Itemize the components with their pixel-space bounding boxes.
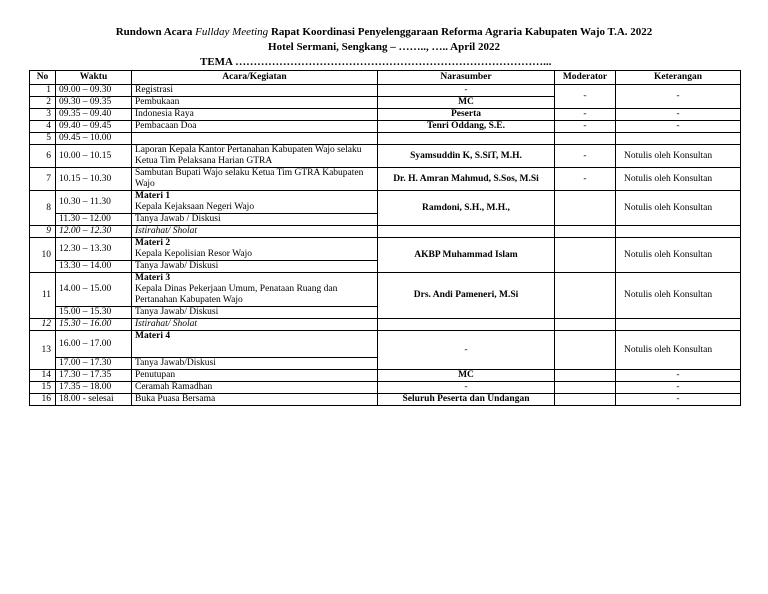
- row-no: 3: [30, 109, 56, 121]
- row-time: 12.30 – 13.30: [56, 238, 132, 261]
- row-time: 17.30 – 17.35: [56, 370, 132, 382]
- row-activity: Istirahat/ Sholat: [132, 226, 378, 238]
- session-title: Materi 3: [135, 273, 171, 283]
- row-time: 09.00 – 09.30: [56, 85, 132, 97]
- row-time: 09.40 – 09.45: [56, 121, 132, 133]
- table-row: [30, 382, 741, 394]
- col-notes: Keterangan: [616, 71, 741, 85]
- row-no: 15: [30, 382, 56, 394]
- row-notes: -: [616, 85, 741, 109]
- row-no: 1: [30, 85, 56, 97]
- row-activity: Registrasi: [132, 85, 378, 97]
- row-moderator: [555, 191, 616, 226]
- row-notes: [616, 319, 741, 331]
- row-moderator: [555, 370, 616, 382]
- col-time: Waktu: [56, 71, 132, 85]
- row-notes: Notulis oleh Konsultan: [616, 191, 741, 226]
- row-notes: Notulis oleh Konsultan: [616, 238, 741, 273]
- row-activity: Indonesia Raya: [132, 109, 378, 121]
- row-notes: -: [616, 382, 741, 394]
- row-moderator: [555, 394, 616, 406]
- rundown-table: [29, 70, 741, 406]
- row-speaker: Ramdoni, S.H., M.H.,: [378, 191, 555, 226]
- row-notes: -: [616, 394, 741, 406]
- row-speaker: [378, 226, 555, 238]
- row-activity: Pembukaan: [132, 97, 378, 109]
- table-row: [30, 121, 741, 133]
- table-row: [30, 168, 741, 191]
- venue-line: Hotel Sermani, Sengkang – …….., ….. April 2022: [268, 41, 500, 53]
- title-suffix: Rapat Koordinasi Penyelenggaraan Reforma Agraria Kabupaten Wajo T.A. 2022: [270, 26, 653, 38]
- col-no: No: [30, 71, 56, 85]
- row-activity: Tanya Jawab/ Diskusi: [132, 261, 378, 273]
- row-time: 12.00 – 12.30: [56, 226, 132, 238]
- row-notes: [616, 133, 741, 145]
- col-moderator: Moderator: [555, 71, 616, 85]
- table-header-row: [30, 71, 741, 85]
- row-activity: [132, 238, 378, 261]
- row-no: 7: [30, 168, 56, 191]
- row-moderator: [555, 226, 616, 238]
- row-speaker: Peserta: [378, 109, 555, 121]
- table-row: [30, 273, 741, 307]
- row-speaker: Seluruh Peserta dan Undangan: [378, 394, 555, 406]
- table-row: [30, 109, 741, 121]
- row-activity: [132, 133, 378, 145]
- col-activity: Acara/Kegiatan: [132, 71, 378, 85]
- row-no: 16: [30, 394, 56, 406]
- row-speaker: -: [378, 382, 555, 394]
- row-no: 13: [30, 331, 56, 370]
- table-row: [30, 370, 741, 382]
- table-row: [30, 319, 741, 331]
- row-moderator: [555, 238, 616, 273]
- row-activity: [132, 273, 378, 307]
- row-no: 14: [30, 370, 56, 382]
- row-activity: Istirahat/ Sholat: [132, 319, 378, 331]
- row-moderator: -: [555, 109, 616, 121]
- row-time: 10.00 – 10.15: [56, 145, 132, 168]
- row-activity: Pembacaan Doa: [132, 121, 378, 133]
- session-speaker-role: Kepala Kepolisian Resor Wajo: [135, 249, 252, 259]
- row-moderator: [555, 273, 616, 319]
- row-moderator: -: [555, 85, 616, 109]
- row-activity: Buka Puasa Bersama: [132, 394, 378, 406]
- row-no: 2: [30, 97, 56, 109]
- row-speaker: [378, 133, 555, 145]
- row-no: 12: [30, 319, 56, 331]
- row-no: 4: [30, 121, 56, 133]
- row-moderator: -: [555, 121, 616, 133]
- row-notes: -: [616, 370, 741, 382]
- session-speaker-role: Kepala Dinas Pekerjaan Umum, Penataan Ruang dan Pertanahan Kabupaten Wajo: [135, 284, 338, 305]
- row-time: 15.00 – 15.30: [56, 307, 132, 319]
- row-speaker: Syamsuddin K, S.SiT, M.H.: [378, 145, 555, 168]
- row-no: 9: [30, 226, 56, 238]
- session-title: Materi 4: [135, 331, 171, 341]
- row-activity: Penutupan: [132, 370, 378, 382]
- row-speaker: -: [378, 85, 555, 97]
- row-time: 13.30 – 14.00: [56, 261, 132, 273]
- title-italic: Fullday Meeting: [195, 26, 269, 38]
- row-activity: Tanya Jawab/Diskusi: [132, 358, 378, 370]
- row-activity: [132, 191, 378, 214]
- row-activity: [132, 331, 378, 358]
- row-no: 5: [30, 133, 56, 145]
- row-activity: Sambutan Bupati Wajo selaku Ketua Tim GTRA Kabupaten Wajo: [132, 168, 378, 191]
- row-moderator: -: [555, 145, 616, 168]
- row-moderator: [555, 319, 616, 331]
- row-speaker: -: [378, 331, 555, 370]
- table-row: [30, 145, 741, 168]
- row-activity: Tanya Jawab/ Diskusi: [132, 307, 378, 319]
- row-time: 15.30 – 16.00: [56, 319, 132, 331]
- row-time: 14.00 – 15.00: [56, 273, 132, 307]
- row-activity: Laporan Kepala Kantor Pertanahan Kabupaten Wajo selaku Ketua Tim Pelaksana Harian GTRA: [132, 145, 378, 168]
- row-speaker: [378, 319, 555, 331]
- col-speaker: Narasumber: [378, 71, 555, 85]
- session-title: Materi 1: [135, 191, 171, 201]
- row-activity: Ceramah Ramadhan: [132, 382, 378, 394]
- row-moderator: -: [555, 168, 616, 191]
- row-notes: Notulis oleh Konsultan: [616, 168, 741, 191]
- row-notes: -: [616, 121, 741, 133]
- row-speaker: AKBP Muhammad Islam: [378, 238, 555, 273]
- table-row: [30, 85, 741, 97]
- row-moderator: [555, 133, 616, 145]
- table-row: [30, 394, 741, 406]
- row-speaker: Tenri Oddang, S.E.: [378, 121, 555, 133]
- row-no: 10: [30, 238, 56, 273]
- title-prefix: Rundown Acara: [115, 26, 193, 38]
- row-speaker: Dr. H. Amran Mahmud, S.Sos, M.Si: [378, 168, 555, 191]
- theme-line: TEMA …………………………………………………………………………...: [200, 56, 552, 68]
- row-notes: [616, 226, 741, 238]
- row-time: 09.35 – 09.40: [56, 109, 132, 121]
- table-row: [30, 226, 741, 238]
- table-row: [30, 238, 741, 261]
- document-title: [0, 26, 768, 39]
- table-row: [30, 331, 741, 358]
- row-no: 11: [30, 273, 56, 319]
- table-row: [30, 191, 741, 214]
- row-no: 8: [30, 191, 56, 226]
- row-speaker: MC: [378, 97, 555, 109]
- row-speaker: Drs. Andi Pameneri, M.Si: [378, 273, 555, 319]
- row-time: 09.30 – 09.35: [56, 97, 132, 109]
- row-moderator: [555, 382, 616, 394]
- row-notes: Notulis oleh Konsultan: [616, 273, 741, 319]
- row-time: 09.45 – 10.00: [56, 133, 132, 145]
- table-row: [30, 133, 741, 145]
- row-moderator: [555, 331, 616, 370]
- row-time: 17.00 – 17.30: [56, 358, 132, 370]
- row-notes: Notulis oleh Konsultan: [616, 331, 741, 370]
- row-speaker: MC: [378, 370, 555, 382]
- row-activity: Tanya Jawab / Diskusi: [132, 214, 378, 226]
- row-time: 18.00 - selesai: [56, 394, 132, 406]
- row-time: 17.35 – 18.00: [56, 382, 132, 394]
- session-title: Materi 2: [135, 238, 171, 248]
- row-no: 6: [30, 145, 56, 168]
- row-time: 11.30 – 12.00: [56, 214, 132, 226]
- row-time: 10.15 – 10.30: [56, 168, 132, 191]
- row-time: 10.30 – 11.30: [56, 191, 132, 214]
- row-notes: -: [616, 109, 741, 121]
- session-speaker-role: Kepala Kejaksaan Negeri Wajo: [135, 202, 255, 212]
- row-time: 16.00 – 17.00: [56, 331, 132, 358]
- row-notes: Notulis oleh Konsultan: [616, 145, 741, 168]
